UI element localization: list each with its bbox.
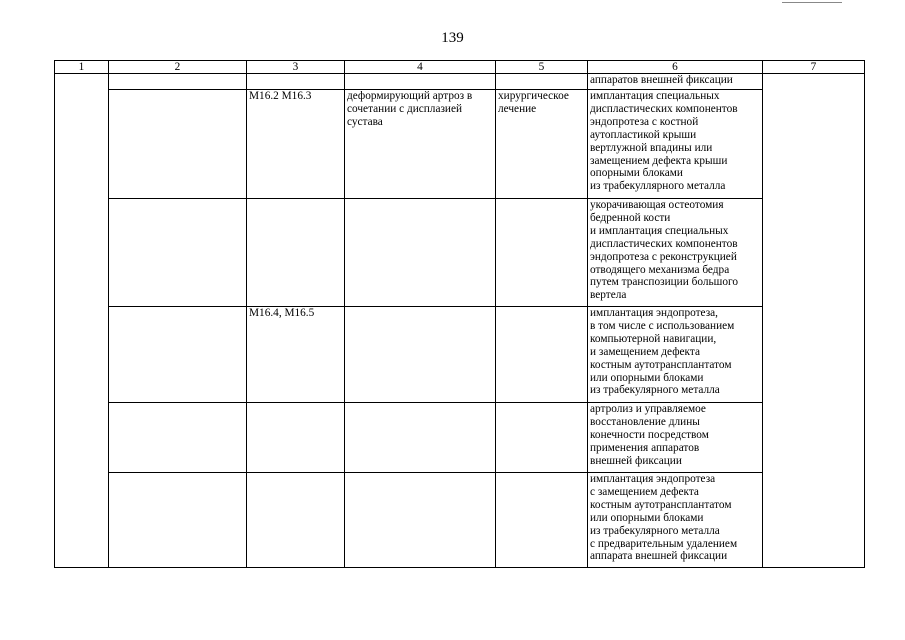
cell-line: имплантация эндопротеза,: [590, 307, 719, 319]
table-cell-col6: [588, 473, 763, 568]
table-cell-col3: M16.2 M16.3: [247, 90, 345, 199]
table-cell-col2: [109, 307, 247, 403]
table-cell-col2: [109, 90, 247, 199]
table-cell-col3: [247, 403, 345, 473]
cell-line: артролиз и управляемое: [590, 403, 706, 415]
table-row: [55, 403, 865, 473]
table-cell-col5: [496, 199, 588, 307]
header-cell: 5: [496, 61, 588, 74]
table-cell-col6: [588, 74, 763, 90]
table-cell-col4: [345, 199, 496, 307]
table-cell-col6: [588, 307, 763, 403]
cell-line: восстановление длины: [590, 415, 700, 428]
cell-line: имплантация эндопротеза: [590, 473, 716, 485]
header-cell: 6: [588, 61, 763, 74]
table-cell-col4: деформирующий артроз в сочетании с дисплазией сустава: [345, 90, 496, 199]
cell-line: и имплантация специальных: [590, 224, 729, 237]
page-number: 139: [441, 30, 464, 46]
table-cell-col5: [496, 307, 588, 403]
cell-line: или опорными блоками: [590, 371, 704, 384]
table-cell-col3: M16.4, M16.5: [247, 307, 345, 403]
cell-line: компьютерной навигации,: [590, 332, 717, 345]
table-cell-col4: [345, 74, 496, 90]
cell-line: путем транспозиции большого: [590, 276, 738, 289]
cell-line: отводящего механизма бедра: [590, 263, 730, 276]
cell-line: бедренной кости: [590, 211, 671, 224]
cell-line: имплантация специальных: [590, 90, 720, 102]
table-cell-col3: [247, 74, 345, 90]
header-cell: 7: [763, 61, 865, 74]
cell-line: или опорными блоками: [590, 511, 704, 524]
cell-line: в том числе с использованием: [590, 319, 735, 332]
cell-line: диспластических компонентов: [590, 237, 738, 250]
header-cell: 1: [55, 61, 109, 74]
table-cell-col7: [763, 74, 865, 568]
cell-line: аутопластикой крыши: [590, 128, 697, 141]
table-cell-col5: [496, 403, 588, 473]
cell-line: эндопротеза с костной: [590, 115, 699, 128]
cell-line: с предварительным удалением: [590, 537, 738, 550]
cell-line: применения аппаратов: [590, 441, 700, 454]
header-cell: 2: [109, 61, 247, 74]
corner-line: [782, 2, 842, 3]
cell-line: вертела: [590, 289, 627, 302]
cell-line: конечности посредством: [590, 428, 709, 441]
cell-line: костным аутотрансплантатом: [590, 498, 732, 511]
cell-line: эндопротеза с реконструкцией: [590, 250, 737, 263]
cell-line: замещением дефекта крыши: [590, 154, 728, 167]
table-cell-col2: [109, 74, 247, 90]
cell-line: вертлужной впадины или: [590, 141, 713, 154]
header-cell: 4: [345, 61, 496, 74]
table-cell-col4: [345, 403, 496, 473]
cell-line: из трабекуллярного металла: [590, 180, 726, 193]
table-cell-col4: [345, 307, 496, 403]
table-cell-col2: [109, 199, 247, 307]
table-cell-col2: [109, 473, 247, 568]
header-row: [55, 61, 865, 74]
cell-line: аппарата внешней фиксации: [590, 550, 728, 563]
table-row: [55, 90, 865, 199]
cell-line: и замещением дефекта: [590, 345, 700, 358]
table-cell-col3: [247, 199, 345, 307]
cell-line: костным аутотрансплантатом: [590, 358, 732, 371]
table-cell-col2: [109, 403, 247, 473]
table-cell-col5: [496, 473, 588, 568]
cell-line: с замещением дефекта: [590, 485, 699, 498]
table-row: [55, 199, 865, 307]
cell-line: внешней фиксации: [590, 454, 682, 467]
table-cell-col6: [588, 403, 763, 473]
table-row: [55, 307, 865, 403]
cell-line: из трабекулярного металла: [590, 384, 720, 397]
table-cell-col5: [496, 74, 588, 90]
cell-line: из трабекулярного металла: [590, 524, 720, 537]
table-cell-col6: [588, 199, 763, 307]
table-row: [55, 473, 865, 568]
cell-line: опорными блоками: [590, 167, 683, 180]
cell-line: диспластических компонентов: [590, 102, 738, 115]
cell-line: аппаратов внешней фиксации: [590, 74, 733, 86]
table-cell-col4: [345, 473, 496, 568]
procedures-table: [54, 60, 865, 568]
table-row: [55, 74, 865, 90]
header-cell: 3: [247, 61, 345, 74]
table-cell-col3: [247, 473, 345, 568]
table-cell-col5: хирургическое лечение: [496, 90, 588, 199]
table-cell-col6: [588, 90, 763, 199]
table-cell-col1: [55, 74, 109, 568]
cell-line: укорачивающая остеотомия: [590, 199, 724, 211]
